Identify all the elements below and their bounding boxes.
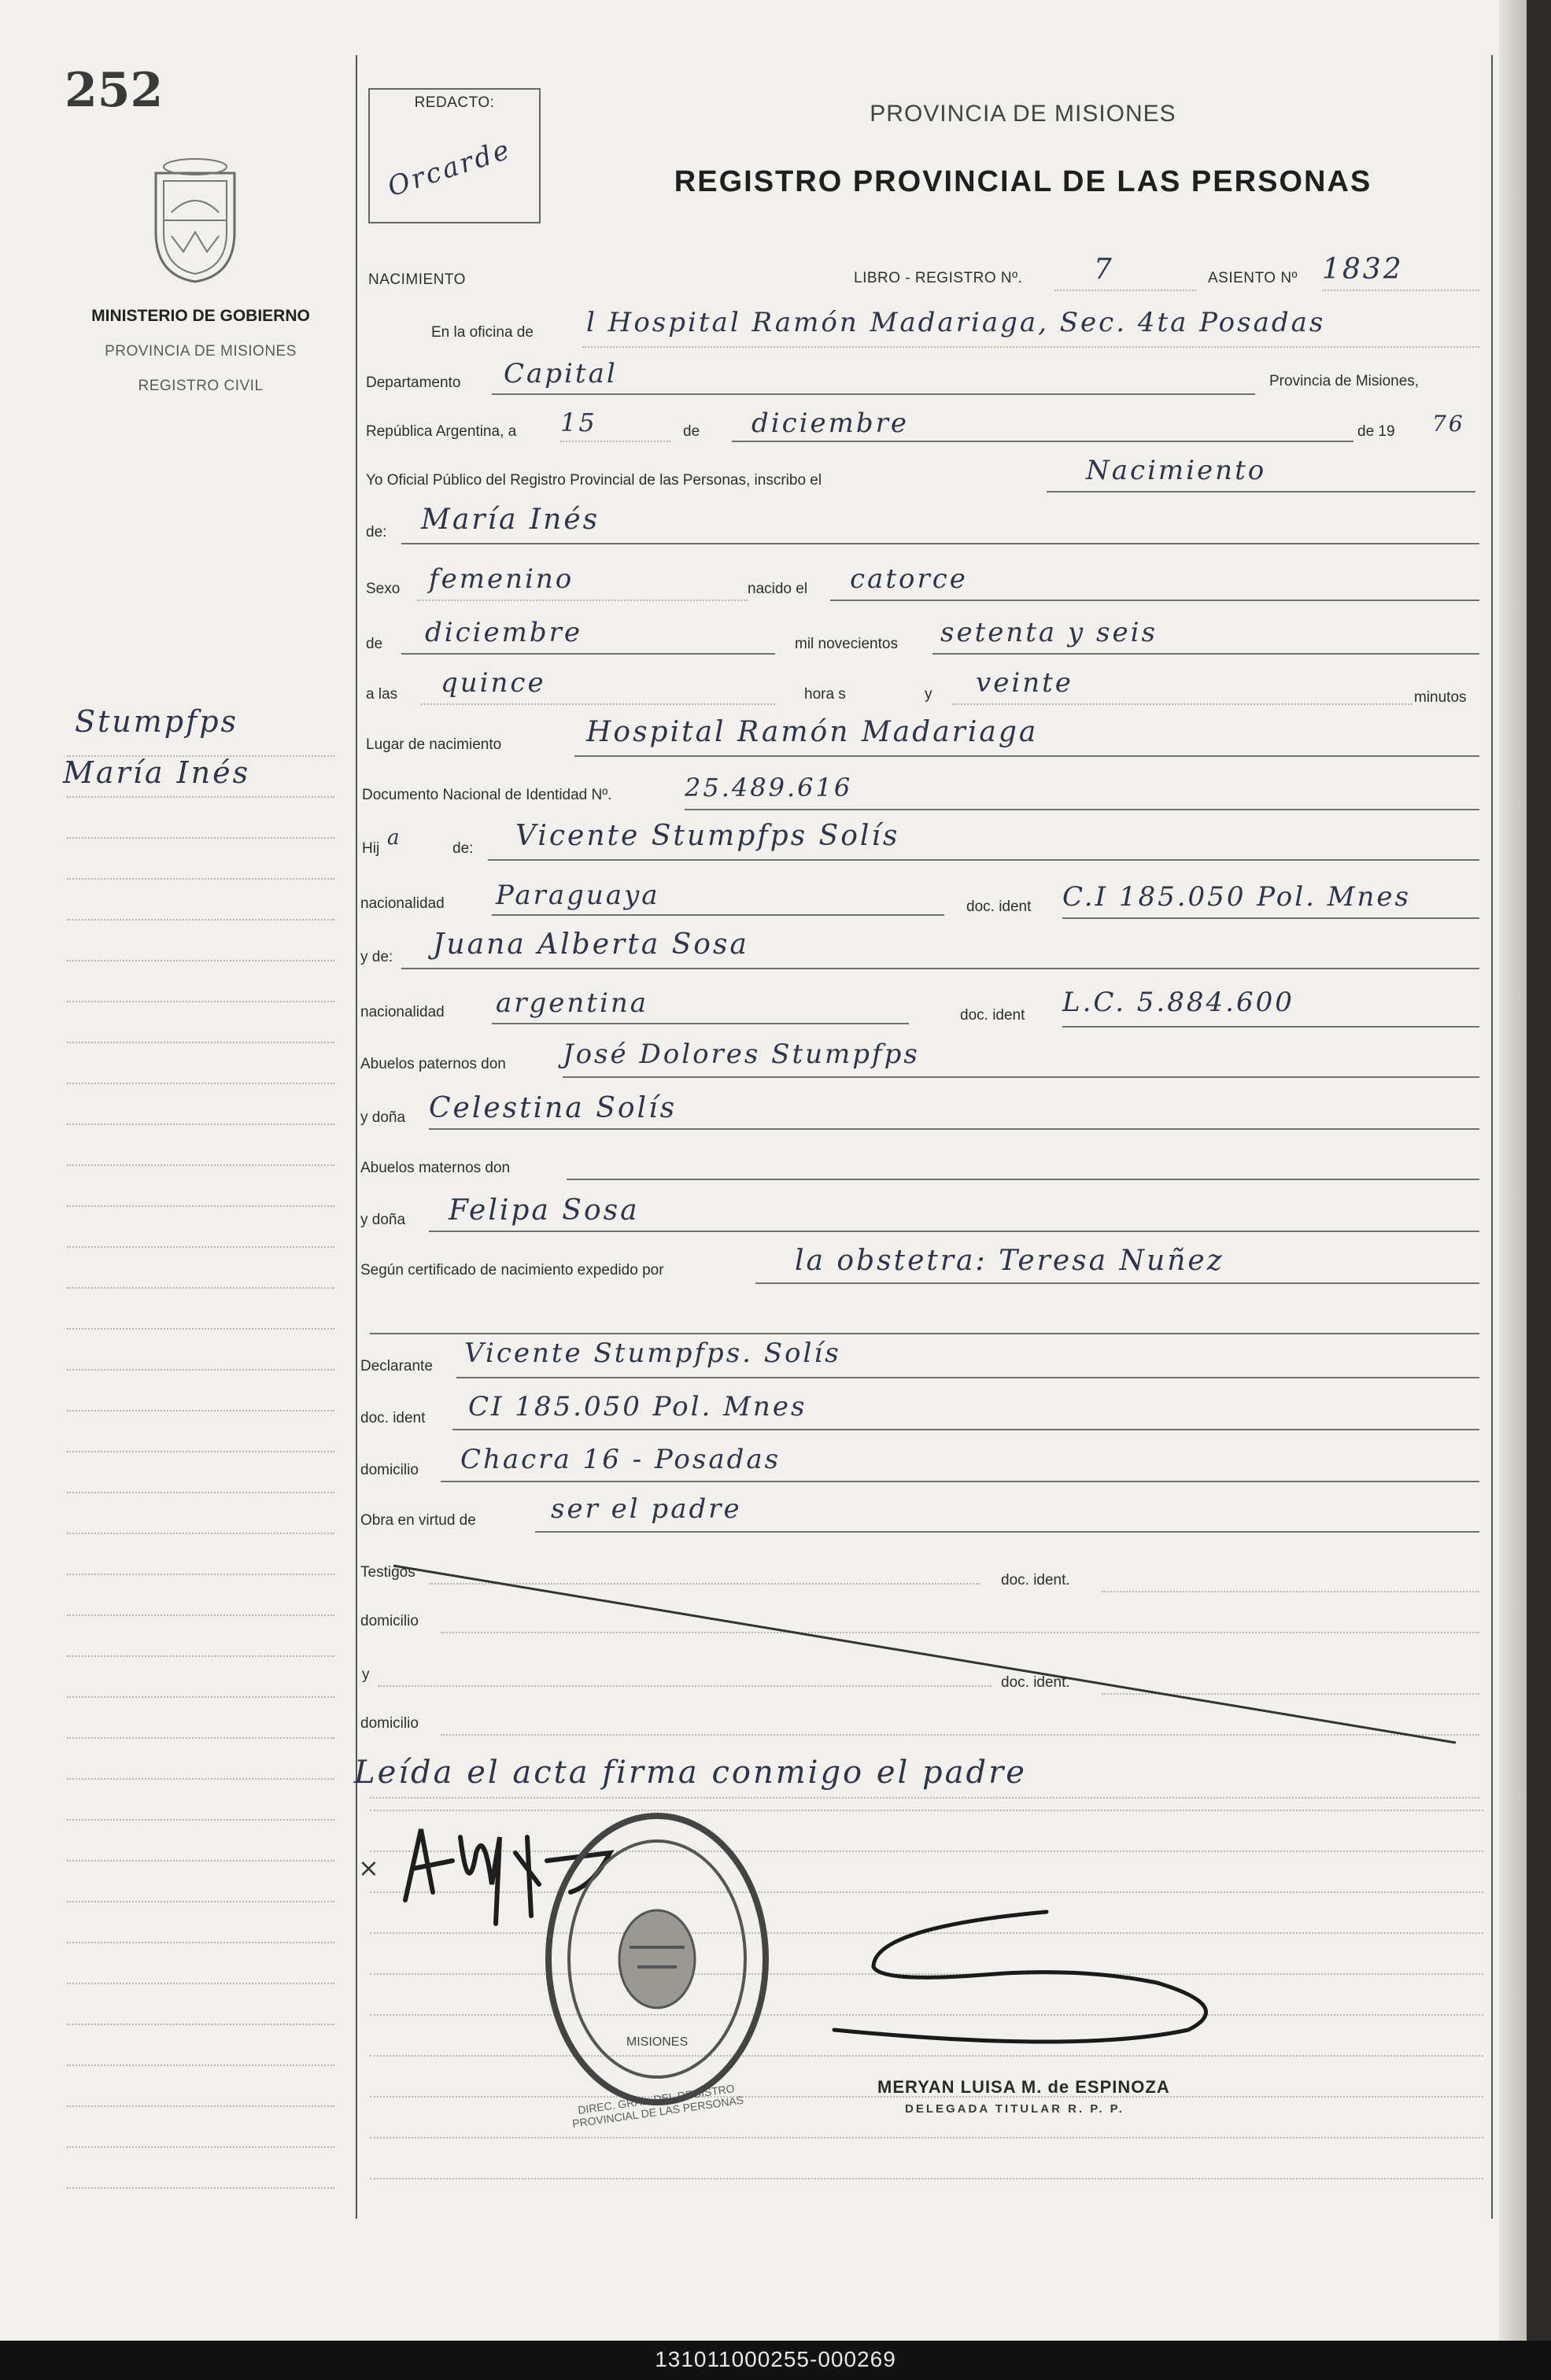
label-docid2-label: doc. ident [960, 1007, 1025, 1024]
margin-line [67, 1164, 334, 1166]
handwritten-mes-value: diciembre [751, 408, 910, 439]
form-line [492, 1023, 909, 1024]
form-line [1062, 1026, 1479, 1028]
form-line [560, 441, 670, 442]
margin-line [67, 1328, 334, 1330]
margin-line [67, 1124, 334, 1125]
handwritten-inscribo-value: Nacimiento [1086, 455, 1267, 486]
margin-line [67, 1533, 334, 1534]
footer-id: 131011000255-000269 [655, 2347, 896, 2371]
handwritten-leida-value: Leída el acta firma conmigo el padre [354, 1755, 1027, 1791]
label-hija-label: Hij [362, 840, 380, 857]
provincia-label: PROVINCIA DE MISIONES [105, 343, 297, 360]
header-title: REGISTRO PROVINCIAL DE LAS PERSONAS [674, 165, 1372, 198]
margin-line [67, 1574, 334, 1575]
margin-line [67, 1737, 334, 1739]
label-domicilio2-label: domicilio [360, 1613, 419, 1629]
form-blank-line [370, 2178, 1483, 2179]
handwritten-docid3-value: CI 185.050 Pol. Mnes [468, 1391, 807, 1422]
handwritten-madre-value: Juana Alberta Sosa [433, 928, 749, 961]
strikethrough-line [393, 1566, 1464, 1755]
header-province: PROVINCIA DE MISIONES [870, 101, 1176, 127]
margin-note-name: María Inés [63, 755, 251, 790]
page-edge [1499, 0, 1527, 2341]
margin-line [67, 1860, 334, 1862]
handwritten-padre-value: Vicente Stumpfps Solís [515, 820, 900, 852]
margin-line [67, 1042, 334, 1043]
label-minutos-label: minutos [1414, 689, 1467, 706]
form-line [535, 1531, 1479, 1533]
handwritten-abmat-dona-value: Felipa Sosa [449, 1194, 640, 1227]
left-vertical-rule [356, 55, 357, 2219]
margin-line [67, 878, 334, 880]
nacimiento-label: NACIMIENTO [368, 271, 466, 288]
margin-line [67, 2187, 334, 2189]
seal-text: DIREC. GRAL. DEL REGISTRO PROVINCIAL DE LAS PERSONAS [571, 2082, 744, 2131]
coat-of-arms-icon [148, 157, 242, 283]
handwritten-domicilio1-value: Chacra 16 - Posadas [460, 1444, 781, 1475]
handwritten-docid1-value: C.I 185.050 Pol. Mnes [1062, 881, 1411, 913]
label-domicilio1-label: domicilio [360, 1462, 419, 1478]
handwritten-nacido-value: catorce [850, 563, 968, 595]
handwritten-year-value: 76 [1432, 411, 1465, 437]
svg-text:×: × [358, 1853, 379, 1883]
officer-role: DELEGADA TITULAR R. P. P. [905, 2102, 1124, 2116]
label-testigos-label: Testigos [360, 1564, 415, 1581]
form-line [401, 968, 1479, 969]
label-declarante-label: Declarante [360, 1358, 433, 1374]
form-line [421, 703, 775, 705]
handwritten-abpat-don-value: José Dolores Stumpfps [563, 1039, 920, 1070]
handwritten-nombre-value: María Inés [421, 504, 600, 536]
label-obra-label: Obra en virtud de [360, 1512, 476, 1529]
handwritten-nacido-mes-value: diciembre [425, 617, 583, 648]
form-line [492, 393, 1255, 395]
handwritten-declarante-value: Vicente Stumpfps. Solís [464, 1338, 841, 1369]
handwritten-lugar-value: Hospital Ramón Madariaga [586, 716, 1039, 748]
form-line [417, 600, 748, 601]
label-oficina-label: En la oficina de [431, 324, 534, 341]
form-blank-line [370, 2137, 1483, 2138]
form-line [370, 1797, 1479, 1799]
label-ydona2-label: y doña [360, 1212, 406, 1228]
form-blank-line [370, 2055, 1483, 2057]
margin-line [67, 1819, 334, 1821]
margin-line [67, 1778, 334, 1780]
label-horas-label: hora s [804, 686, 846, 703]
label-nac1-label: nacionalidad [360, 895, 445, 912]
margin-line [67, 1492, 334, 1493]
form-line [563, 1076, 1479, 1078]
handwritten-nac1-value: Paraguaya [496, 880, 660, 911]
margin-line [67, 1410, 334, 1411]
form-line [582, 346, 1479, 348]
handwritten-docid2-value: L.C. 5.884.600 [1062, 987, 1294, 1018]
form-line [685, 809, 1479, 810]
handwritten-obra-value: ser el padre [551, 1493, 742, 1525]
label-domicilio3-label: domicilio [360, 1715, 419, 1732]
margin-line [67, 1901, 334, 1902]
margin-line [67, 1655, 334, 1657]
handwritten-nac2-value: argentina [496, 987, 649, 1019]
margin-line [67, 1451, 334, 1452]
form-line [429, 1128, 1479, 1130]
label-yo-oficial-label: Yo Oficial Público del Registro Provincial de las Personas, inscribo el [366, 472, 822, 489]
label-docid5-label: doc. ident. [1001, 1674, 1070, 1691]
margin-line [67, 796, 334, 798]
label-docid3-label: doc. ident [360, 1410, 426, 1426]
form-line [429, 1231, 1479, 1232]
handwritten-hija-suffix: a [387, 826, 402, 850]
label-nacido-label: nacido el [748, 581, 808, 597]
asiento-label: ASIENTO Nº [1208, 270, 1298, 286]
margin-line [67, 919, 334, 921]
margin-line [67, 1246, 334, 1248]
form-line [952, 703, 1413, 705]
form-line [755, 1282, 1479, 1284]
margin-line [67, 2024, 334, 2025]
officer-name: MERYAN LUISA M. de ESPINOZA [877, 2077, 1170, 2097]
form-line [492, 914, 944, 916]
libro-value: 7 [1094, 253, 1114, 286]
ministerio-label: MINISTERIO DE GOBIERNO [91, 307, 310, 325]
handwritten-oficina-value: l Hospital Ramón Madariaga, Sec. 4ta Posadas [586, 307, 1326, 338]
asiento-value: 1832 [1322, 253, 1404, 286]
margin-line [67, 960, 334, 961]
label-mil-label: mil novecientos [795, 636, 898, 652]
form-line [452, 1429, 1479, 1430]
handwritten-segun-value: la obstetra: Teresa Nuñez [795, 1245, 1224, 1277]
label-de-label: de [683, 423, 700, 440]
form-line [488, 859, 1479, 861]
form-line [830, 600, 1479, 601]
handwritten-sexo-value: femenino [429, 563, 574, 595]
right-vertical-rule [1491, 55, 1493, 2219]
margin-line [67, 2065, 334, 2066]
label-de4-label: de: [452, 840, 474, 857]
form-line [441, 1481, 1479, 1482]
officer-signature [826, 1896, 1267, 2053]
label-de2-label: de: [366, 524, 387, 541]
redacto-label: REDACTO: [414, 94, 495, 111]
margin-note-surname: Stumpfps [75, 704, 239, 739]
margin-line [67, 1287, 334, 1289]
registro-civil-label: REGISTRO CIVIL [138, 378, 264, 394]
label-y2-label: y [362, 1666, 370, 1683]
margin-line [67, 1942, 334, 1943]
form-line [932, 653, 1479, 655]
label-dni-label: Documento Nacional de Identidad Nº. [362, 787, 612, 803]
label-docid4-label: doc. ident. [1001, 1572, 1070, 1589]
handwritten-hora-value: quince [441, 667, 546, 699]
margin-line [67, 1983, 334, 1984]
form-line [456, 1377, 1479, 1378]
label-sexo-label: Sexo [366, 581, 401, 597]
label-yde-label: y de: [360, 949, 393, 965]
label-abpat-label: Abuelos paternos don [360, 1056, 506, 1072]
label-departamento-label: Departamento [366, 375, 461, 391]
margin-line [67, 1696, 334, 1698]
margin-line [67, 1205, 334, 1207]
libro-label: LIBRO - REGISTRO Nº. [854, 270, 1023, 286]
margin-line [67, 837, 334, 839]
label-nac2-label: nacionalidad [360, 1004, 445, 1020]
label-de3-label: de [366, 636, 383, 652]
redacto-box [368, 88, 541, 223]
margin-line [67, 1001, 334, 1002]
margin-line [67, 2146, 334, 2148]
label-ydona1-label: y doña [360, 1109, 406, 1126]
form-line [370, 1333, 1479, 1334]
label-alas-label: a las [366, 686, 398, 703]
seal-center-text: MISIONES [626, 2035, 689, 2049]
margin-line [67, 1083, 334, 1084]
label-provincia-label: Provincia de Misiones, [1269, 373, 1420, 389]
handwritten-minutos-value: veinte [976, 667, 1073, 699]
form-line [401, 653, 775, 655]
margin-line [67, 1369, 334, 1371]
handwritten-mil-value: setenta y seis [940, 617, 1158, 648]
form-line [732, 441, 1353, 442]
label-lugar-label: Lugar de nacimiento [366, 736, 502, 753]
redacto-value: Orcarde [383, 133, 515, 204]
handwritten-dia-value: 15 [560, 408, 597, 437]
form-line [574, 755, 1479, 757]
handwritten-abpat-dona-value: Celestina Solís [429, 1092, 678, 1124]
label-segun-label: Según certificado de nacimiento expedido por [360, 1262, 664, 1279]
page-number: 252 [65, 63, 164, 118]
label-docid1-label: doc. ident [966, 898, 1032, 915]
handwritten-dni-value: 25.489.616 [685, 773, 853, 803]
label-de-year-label: de 19 [1357, 423, 1395, 440]
handwritten-departamento-value: Capital [504, 358, 618, 389]
form-line [1047, 491, 1475, 493]
margin-line [67, 1614, 334, 1616]
official-seal [543, 1810, 771, 2109]
form-line [567, 1179, 1479, 1180]
label-republica-label: República Argentina, a [366, 423, 517, 440]
label-abmat-label: Abuelos maternos don [360, 1160, 511, 1176]
form-line [401, 543, 1479, 544]
form-line [1062, 917, 1479, 919]
margin-line [67, 2105, 334, 2107]
label-y-label: y [925, 686, 932, 703]
